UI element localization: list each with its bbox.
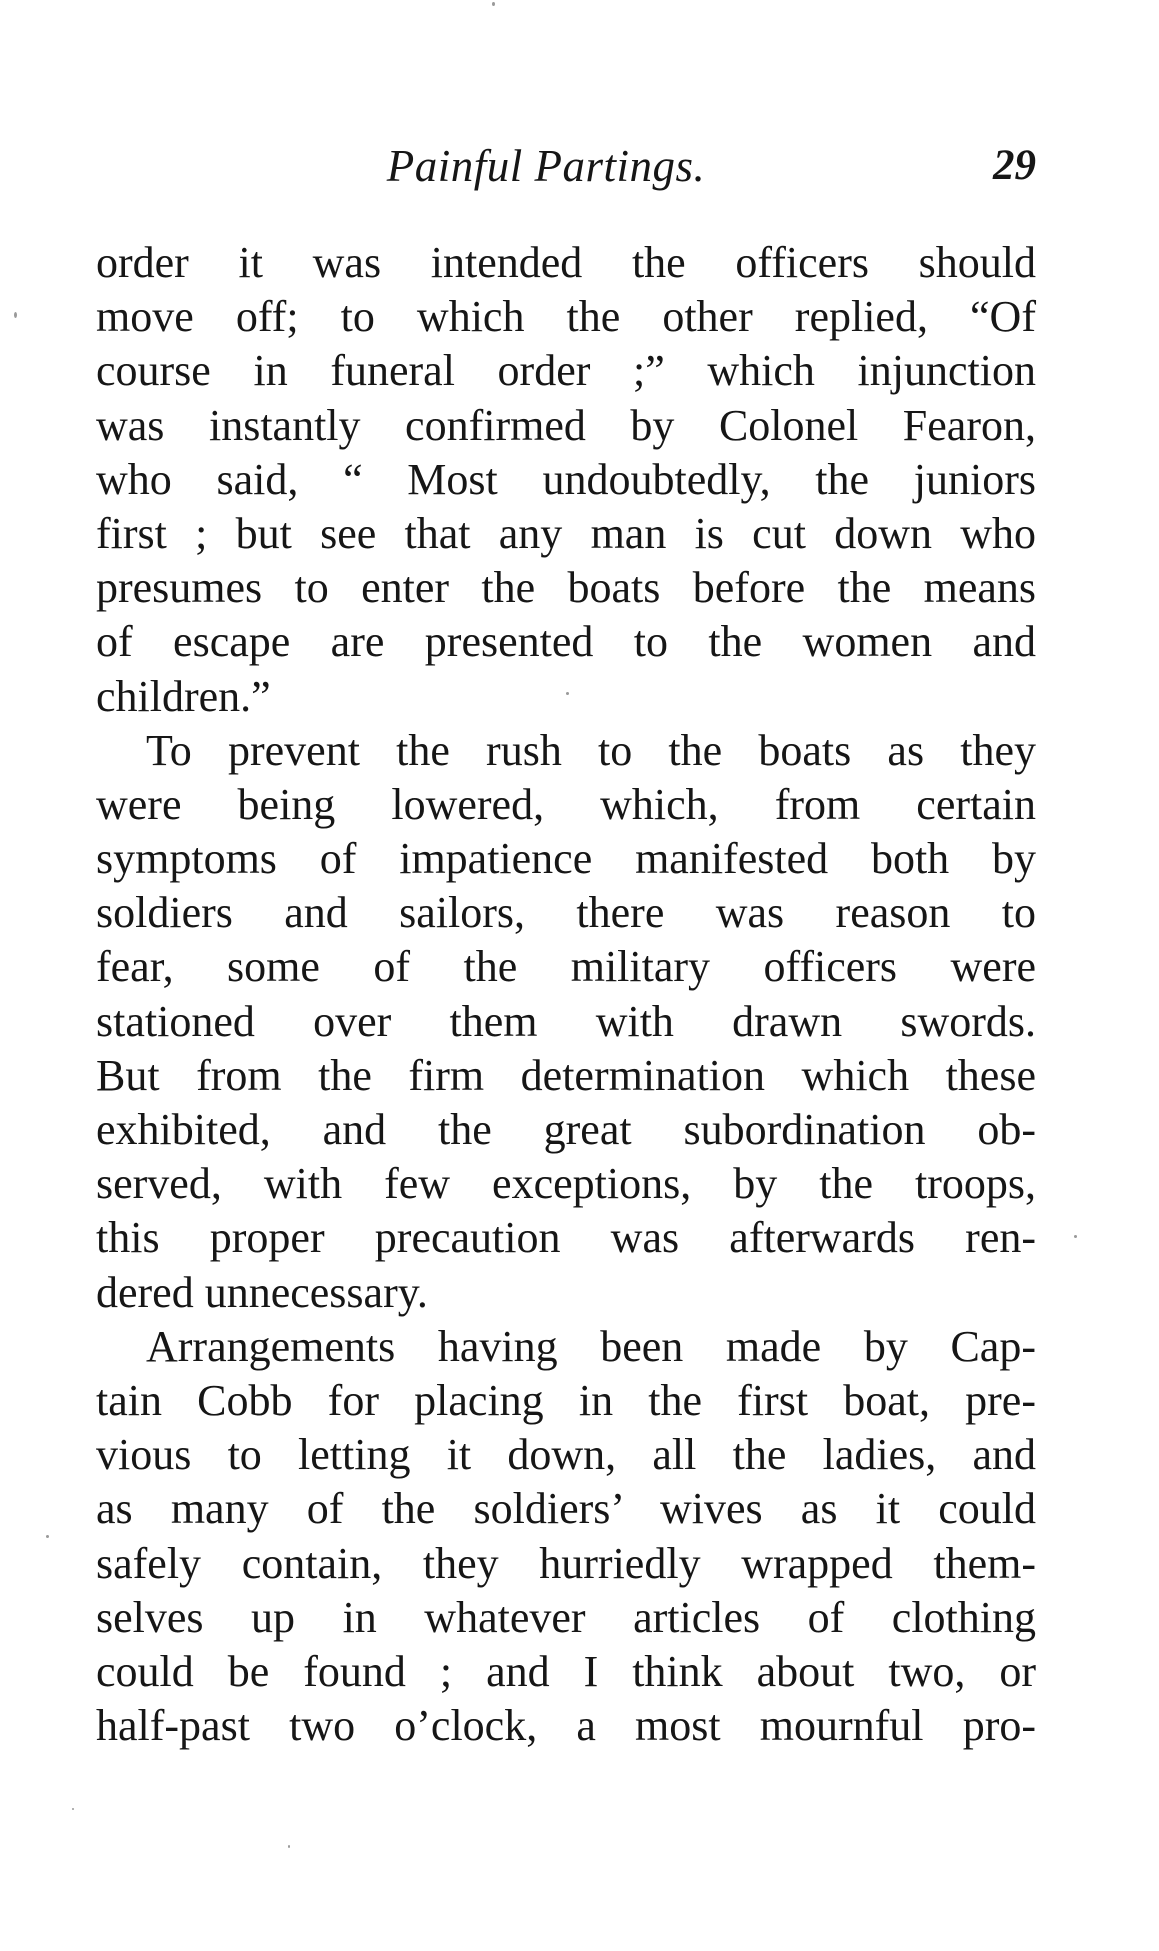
text-line: could be found ; and I think about two, or <box>96 1646 1036 1696</box>
text-line: safely contain, they hurriedly wrapped them- <box>96 1538 1036 1588</box>
text-line: exhibited, and the great subordination ob- <box>96 1105 1036 1154</box>
text-line: served, with few exceptions, by the troops, <box>96 1159 1036 1209</box>
text-line: move off; to which the other replied, “Of <box>96 292 1036 342</box>
scan-speck <box>566 692 569 695</box>
scan-speck <box>1074 1235 1077 1238</box>
text-line: fear, some of the military officers were <box>96 942 1036 992</box>
text-line: of escape are presented to the women and <box>96 617 1036 667</box>
body-text <box>96 236 1036 1753</box>
text-line: stationed over them with drawn swords. <box>96 996 1036 1046</box>
scan-speck <box>72 1808 74 1810</box>
text-line: dered unnecessary. <box>96 1267 428 1317</box>
text-line: symptoms of impatience manifested both by <box>96 834 1036 884</box>
text-line: first ; but see that any man is cut down who <box>96 508 1036 558</box>
text-line: tain Cobb for placing in the first boat, pre- <box>96 1375 1036 1425</box>
page-number: 29 <box>993 142 1036 189</box>
running-head-title: Painful Partings. <box>386 141 706 191</box>
text-line: To prevent the rush to the boats as they <box>146 725 1036 775</box>
scan-speck <box>14 312 17 318</box>
scan-speck <box>46 1535 49 1538</box>
text-line: presumes to enter the boats before the means <box>96 563 1036 613</box>
text-line: soldiers and sailors, there was reason to <box>96 888 1036 938</box>
scan-speck <box>288 1845 290 1848</box>
text-line: who said, “ Most undoubtedly, the juniors <box>96 454 1036 504</box>
paragraph-3 <box>96 1320 1036 1754</box>
paragraph-2 <box>96 724 1036 1320</box>
text-line: order it was intended the officers should <box>96 238 1036 287</box>
text-line: were being lowered, which, from certain <box>96 779 1036 829</box>
text-line: children.” <box>96 671 271 721</box>
text-line: course in funeral order ;” which injunction <box>96 346 1036 396</box>
text-line: was instantly confirmed by Colonel Fearon, <box>96 400 1036 450</box>
running-head <box>96 136 1036 196</box>
scan-speck <box>492 2 495 6</box>
text-line: half-past two o’clock, a most mournful pro- <box>96 1701 1036 1751</box>
text-line: as many of the soldiers’ wives as it could <box>96 1484 1036 1534</box>
text-line: selves up in whatever articles of clothing <box>96 1592 1036 1642</box>
text-line: Arrangements having been made by Cap- <box>146 1321 1036 1371</box>
paragraph-1 <box>96 236 1036 724</box>
text-line: vious to letting it down, all the ladies, and <box>96 1430 1036 1480</box>
text-line: this proper precaution was afterwards ren- <box>96 1213 1036 1263</box>
text-line: But from the firm determination which these <box>96 1050 1036 1100</box>
